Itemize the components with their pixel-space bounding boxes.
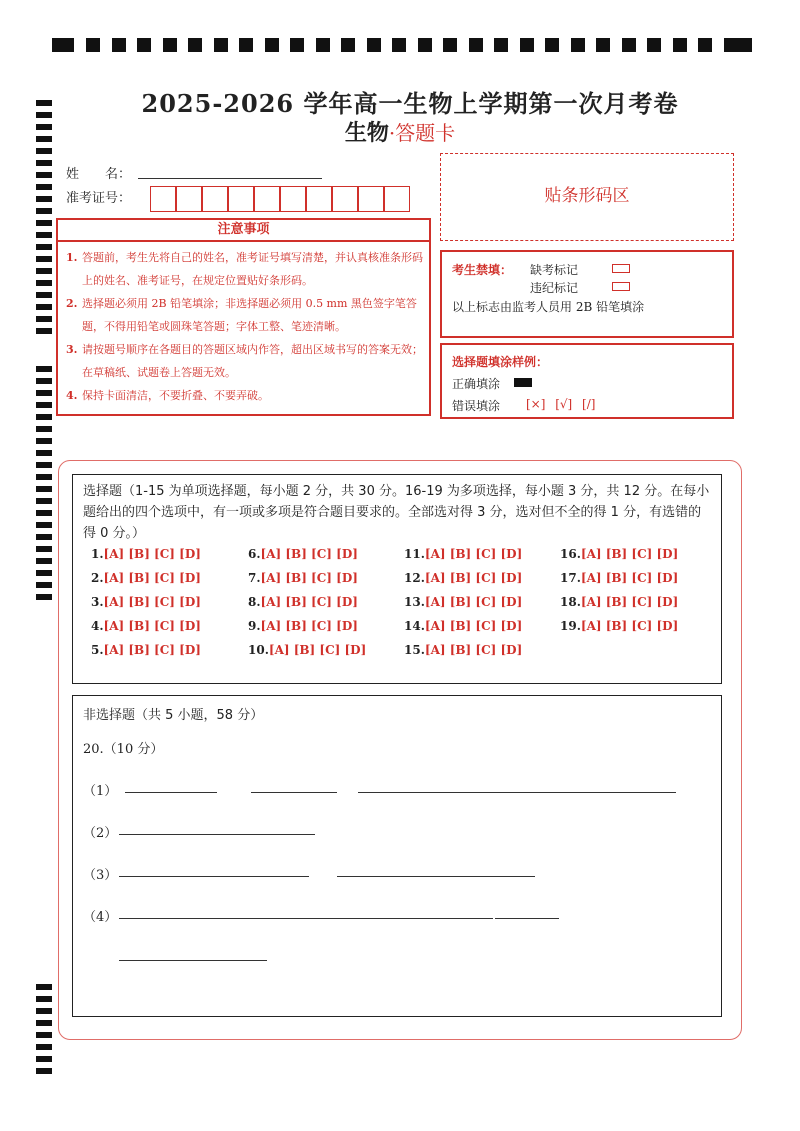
- wrong-fill-label: 错误填涂: [452, 399, 501, 413]
- id-digit-box[interactable]: [358, 186, 384, 212]
- timing-mark: [36, 1068, 52, 1074]
- timing-mark: [52, 38, 74, 52]
- violation-mark-box[interactable]: [612, 282, 630, 291]
- correct-fill-label: 正确填涂: [452, 377, 501, 391]
- timing-mark: [36, 184, 52, 190]
- notice-panel: [56, 218, 431, 416]
- fill-sample-panel: [440, 343, 734, 419]
- timing-mark: [36, 1020, 52, 1026]
- timing-mark: [36, 316, 52, 322]
- correct-fill-example: [514, 378, 532, 387]
- notice-item: [66, 338, 423, 384]
- timing-mark: [36, 414, 52, 420]
- answer-options[interactable]: [A] [B] [C] [D]: [268, 643, 367, 657]
- timing-mark: [36, 450, 52, 456]
- timing-mark: [188, 38, 202, 52]
- notice-item: [66, 292, 423, 338]
- wrong-fill-examples: [×] [√] [/]: [526, 397, 596, 411]
- timing-mark: [214, 38, 228, 52]
- choice-question[interactable]: [91, 547, 201, 561]
- timing-mark: [36, 256, 52, 262]
- answer-options[interactable]: [A] [B] [C] [D]: [103, 595, 201, 609]
- timing-mark: [36, 474, 52, 480]
- question-number: 4.: [91, 619, 104, 633]
- answer-options[interactable]: [A] [B] [C] [D]: [424, 619, 523, 633]
- timing-mark: [36, 172, 52, 178]
- answer-options[interactable]: [A] [B] [C] [D]: [580, 547, 679, 561]
- subject-label: 生物: [344, 120, 389, 146]
- timing-mark: [647, 38, 661, 52]
- answer-line[interactable]: [358, 792, 676, 793]
- timing-mark: [36, 426, 52, 432]
- id-digit-box[interactable]: [202, 186, 228, 212]
- timing-mark: [86, 38, 100, 52]
- question-number: 12.: [404, 571, 425, 585]
- question-number: 2.: [91, 571, 104, 585]
- answer-line[interactable]: [251, 792, 337, 793]
- timing-mark: [36, 280, 52, 286]
- timing-mark: [36, 268, 52, 274]
- answer-options[interactable]: [A] [B] [C] [D]: [580, 619, 679, 633]
- timing-mark: [596, 38, 610, 52]
- fill-sample-title: 选择题填涂样例：: [452, 355, 549, 369]
- choice-question[interactable]: [91, 643, 201, 657]
- choice-question[interactable]: [248, 571, 358, 585]
- sub-question-3-label: （3）: [83, 868, 118, 883]
- choice-question[interactable]: [404, 547, 522, 561]
- timing-mark: [36, 486, 52, 492]
- left-timing-marks-lower: [36, 984, 52, 1074]
- notice-item: [66, 246, 423, 292]
- notice-list: [58, 242, 429, 407]
- timing-mark: [163, 38, 177, 52]
- non-choice-title: 非选择题（共 5 小题，58 分）: [83, 708, 264, 723]
- id-digit-box[interactable]: [280, 186, 306, 212]
- timing-mark: [36, 1056, 52, 1062]
- id-digit-box[interactable]: [150, 186, 176, 212]
- timing-mark: [698, 38, 712, 52]
- choice-question[interactable]: [404, 595, 522, 609]
- timing-mark: [36, 208, 52, 214]
- violation-mark-label: 违纪标记: [530, 281, 579, 295]
- notice-number: 4.: [66, 389, 78, 402]
- sub-question-2-label: （2）: [83, 826, 118, 841]
- timing-mark: [36, 582, 52, 588]
- id-digit-box[interactable]: [228, 186, 254, 212]
- timing-mark: [367, 38, 381, 52]
- sub-question-4-label: （4）: [83, 910, 118, 925]
- answer-options[interactable]: [A] [B] [C] [D]: [103, 571, 201, 585]
- subtitle-separator: ·: [388, 121, 396, 145]
- choice-question[interactable]: [248, 643, 366, 657]
- examinee-restricted-panel: [440, 250, 734, 338]
- timing-mark: [36, 402, 52, 408]
- timing-mark: [239, 38, 253, 52]
- timing-mark: [36, 366, 52, 372]
- notice-title: 注意事项: [58, 220, 429, 242]
- timing-mark: [418, 38, 432, 52]
- timing-mark: [673, 38, 687, 52]
- answer-line[interactable]: [125, 792, 217, 793]
- answer-options[interactable]: [A] [B] [C] [D]: [260, 595, 358, 609]
- timing-mark: [36, 1044, 52, 1050]
- timing-mark: [520, 38, 534, 52]
- absent-mark-box[interactable]: [612, 264, 630, 273]
- answer-line[interactable]: [495, 918, 559, 919]
- question-number: 14.: [404, 619, 425, 633]
- top-timing-marks: [52, 38, 752, 54]
- proctor-note: 以上标志由监考人员用 2B 铅笔填涂: [452, 300, 645, 314]
- question-number: 16.: [560, 547, 581, 561]
- answer-options[interactable]: [A] [B] [C] [D]: [424, 595, 523, 609]
- name-label: 姓 名：: [66, 167, 132, 182]
- notice-text: 答题前，考生先将自己的姓名，准考证号填写清楚，并认真核准条形码上的姓名、准考证号，在规定位置贴好条形码。: [82, 251, 423, 287]
- timing-mark: [36, 196, 52, 202]
- choice-question[interactable]: [404, 619, 522, 633]
- answer-line[interactable]: [119, 876, 309, 877]
- timing-mark: [36, 220, 52, 226]
- question-20-label: 20.（10 分）: [83, 742, 164, 757]
- barcode-area[interactable]: 贴条形码区: [440, 153, 734, 241]
- page-title: 2025-2026 学年高一生物上学期第一次月考卷: [141, 89, 679, 118]
- absent-mark-label: 缺考标记: [530, 263, 579, 277]
- timing-mark: [36, 160, 52, 166]
- question-number: 18.: [560, 595, 581, 609]
- question-number: 1.: [91, 547, 104, 561]
- choice-question[interactable]: [91, 619, 201, 633]
- timing-mark: [36, 244, 52, 250]
- choice-question[interactable]: [560, 619, 678, 633]
- answer-options[interactable]: [A] [B] [C] [D]: [260, 571, 358, 585]
- exam-id-label: 准考证号：: [66, 191, 132, 206]
- examinee-restricted-label: 考生禁填：: [452, 263, 513, 277]
- choice-question[interactable]: [248, 619, 358, 633]
- question-number: 3.: [91, 595, 104, 609]
- answer-options[interactable]: [A] [B] [C] [D]: [424, 571, 523, 585]
- question-number: 17.: [560, 571, 581, 585]
- name-field[interactable]: [138, 178, 322, 179]
- timing-mark: [36, 462, 52, 468]
- timing-mark: [36, 148, 52, 154]
- notice-text: 选择题必须用 2B 铅笔填涂；非选择题必须用 0.5 mm 黑色签字笔答题，不得用铅笔或圆珠笔答题；字体工整、笔迹清晰。: [82, 297, 417, 333]
- choice-question[interactable]: [560, 595, 678, 609]
- choice-question[interactable]: [248, 547, 358, 561]
- answer-options[interactable]: [A] [B] [C] [D]: [580, 595, 679, 609]
- timing-mark: [36, 594, 52, 600]
- question-number: 9.: [248, 619, 261, 633]
- choice-question[interactable]: [560, 571, 678, 585]
- id-digit-box[interactable]: [306, 186, 332, 212]
- timing-mark: [545, 38, 559, 52]
- id-digit-box[interactable]: [254, 186, 280, 212]
- timing-mark: [494, 38, 508, 52]
- question-number: 7.: [248, 571, 261, 585]
- answer-options[interactable]: [A] [B] [C] [D]: [424, 643, 523, 657]
- choice-question[interactable]: [404, 571, 522, 585]
- answer-options[interactable]: [A] [B] [C] [D]: [103, 643, 201, 657]
- timing-mark: [36, 498, 52, 504]
- answer-options[interactable]: [A] [B] [C] [D]: [580, 571, 679, 585]
- choice-section: [72, 474, 722, 684]
- question-number: 8.: [248, 595, 261, 609]
- answer-options[interactable]: [A] [B] [C] [D]: [424, 547, 523, 561]
- answer-options[interactable]: [A] [B] [C] [D]: [103, 619, 201, 633]
- notice-item: [66, 384, 423, 407]
- id-digit-box[interactable]: [384, 186, 410, 212]
- question-number: 5.: [91, 643, 104, 657]
- left-timing-marks-middle: [36, 366, 52, 606]
- notice-number: 1.: [66, 251, 78, 264]
- timing-mark: [36, 546, 52, 552]
- notice-number: 2.: [66, 297, 78, 310]
- timing-mark: [36, 558, 52, 564]
- timing-mark: [36, 438, 52, 444]
- answer-options[interactable]: [A] [B] [C] [D]: [103, 547, 201, 561]
- timing-mark: [469, 38, 483, 52]
- notice-text: 保持卡面清洁，不要折叠、不要弄破。: [82, 389, 269, 402]
- question-number: 10.: [248, 643, 269, 657]
- timing-mark: [36, 292, 52, 298]
- timing-mark: [36, 570, 52, 576]
- notice-text: 请按题号顺序在各题目的答题区域内作答，超出区域书写的答案无效；在草稿纸、试题卷上答题无效。: [82, 343, 423, 379]
- choice-question[interactable]: [560, 547, 678, 561]
- timing-mark: [36, 522, 52, 528]
- answer-options[interactable]: [A] [B] [C] [D]: [260, 547, 358, 561]
- answer-line[interactable]: [119, 918, 493, 919]
- timing-mark: [36, 232, 52, 238]
- timing-mark: [36, 996, 52, 1002]
- answer-line[interactable]: [119, 834, 315, 835]
- timing-mark: [36, 510, 52, 516]
- timing-mark: [137, 38, 151, 52]
- timing-mark: [36, 390, 52, 396]
- sub-question-1-label: （1）: [83, 784, 118, 799]
- timing-mark: [622, 38, 636, 52]
- question-number: 6.: [248, 547, 261, 561]
- question-number: 15.: [404, 643, 425, 657]
- timing-mark: [392, 38, 406, 52]
- non-choice-section: [72, 695, 722, 1017]
- choice-instructions: 选择题（1-15 为单项选择题，每小题 2 分，共 30 分。16-19 为多项选择，每小题 3 分，共 12 分。在每小题给出的四个选项中，有一项或多项是符合题目要求的。全部选对得 3 分，选对但不全的得 1 分，有选错的得 0 分。）: [83, 484, 710, 541]
- timing-mark: [728, 38, 752, 52]
- timing-mark: [36, 534, 52, 540]
- timing-mark: [341, 38, 355, 52]
- timing-mark: [571, 38, 585, 52]
- choice-question[interactable]: [91, 571, 201, 585]
- question-number: 19.: [560, 619, 581, 633]
- timing-mark: [36, 328, 52, 334]
- id-digit-box[interactable]: [332, 186, 358, 212]
- choice-question[interactable]: [91, 595, 201, 609]
- timing-mark: [36, 304, 52, 310]
- notice-number: 3.: [66, 343, 78, 356]
- answer-options[interactable]: [A] [B] [C] [D]: [260, 619, 358, 633]
- answer-line[interactable]: [337, 876, 535, 877]
- timing-mark: [36, 1008, 52, 1014]
- timing-mark: [290, 38, 304, 52]
- id-digit-box[interactable]: [176, 186, 202, 212]
- answer-line[interactable]: [119, 960, 267, 961]
- timing-mark: [443, 38, 457, 52]
- timing-mark: [36, 378, 52, 384]
- question-number: 13.: [404, 595, 425, 609]
- timing-mark: [36, 984, 52, 990]
- timing-mark: [36, 1032, 52, 1038]
- choice-question[interactable]: [248, 595, 358, 609]
- timing-mark: [265, 38, 279, 52]
- timing-mark: [316, 38, 330, 52]
- question-number: 11.: [404, 547, 425, 561]
- page-subtitle: [0, 116, 800, 147]
- answer-sheet-label: 答题卡: [395, 121, 456, 145]
- exam-id-boxes[interactable]: [150, 186, 410, 212]
- choice-question[interactable]: [404, 643, 522, 657]
- timing-mark: [112, 38, 126, 52]
